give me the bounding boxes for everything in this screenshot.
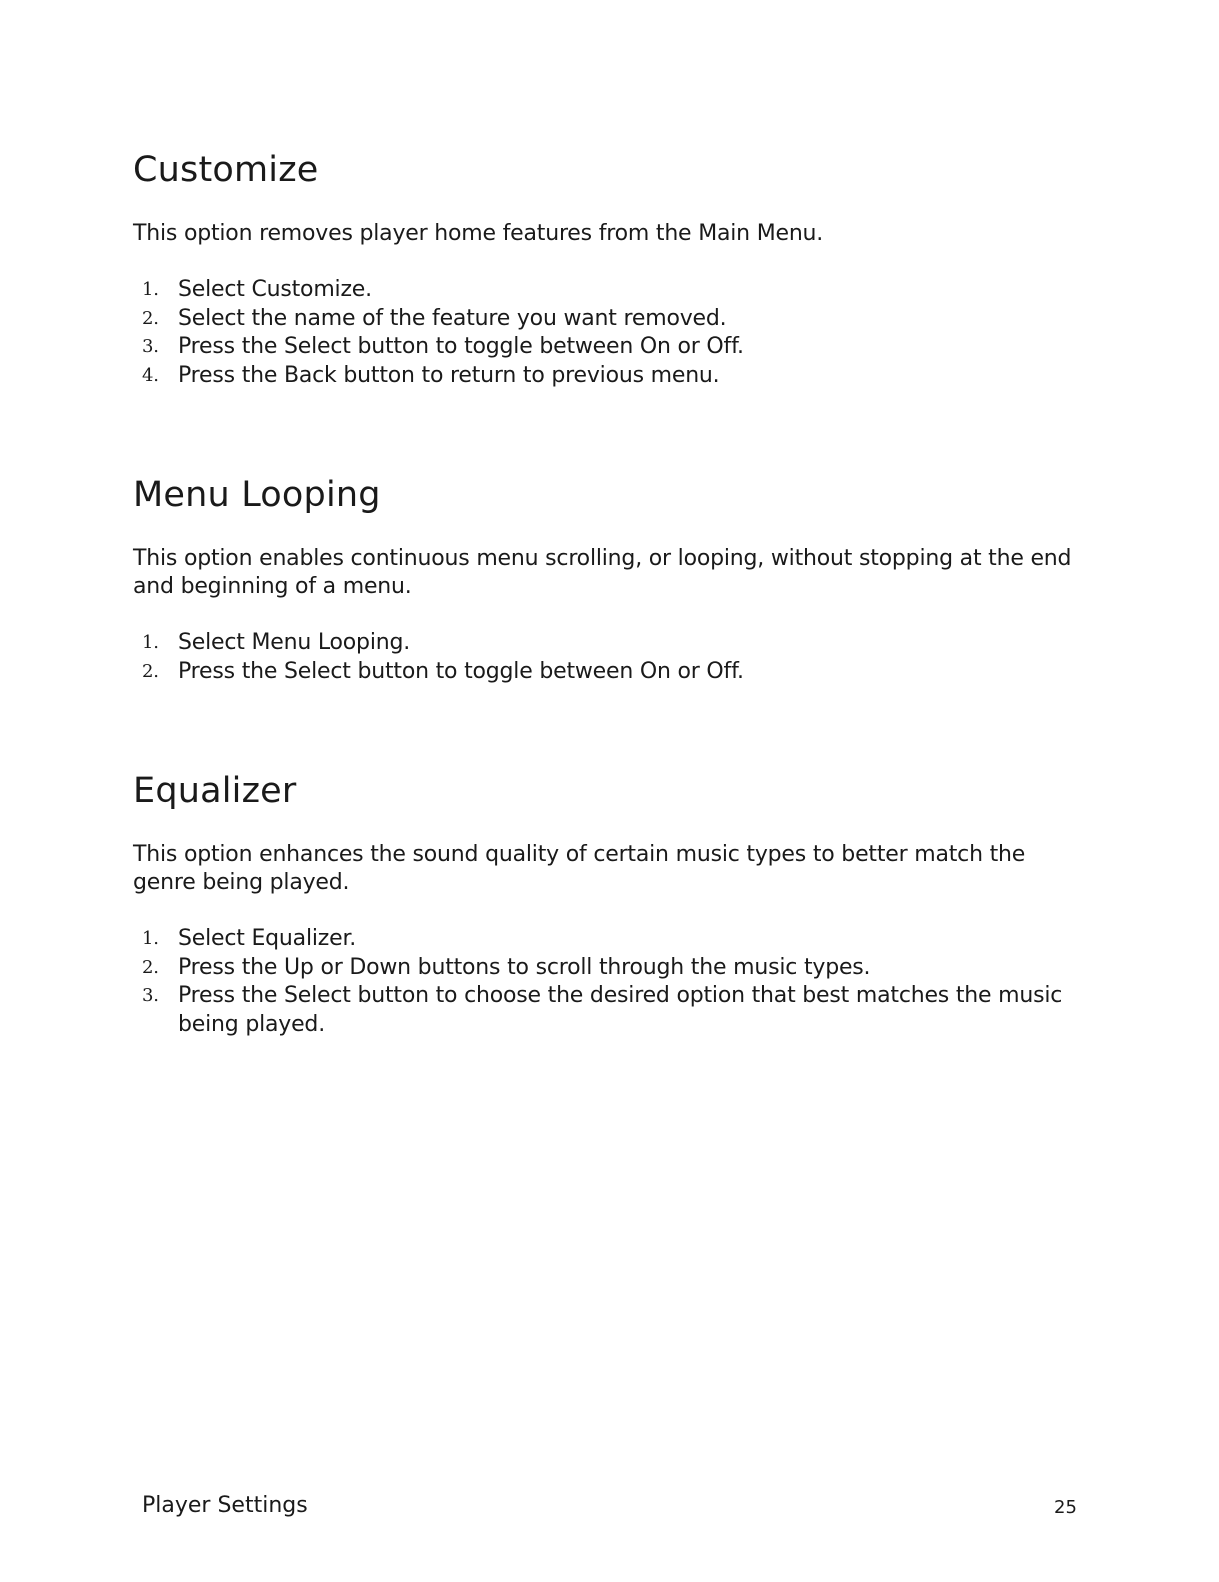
steps-list	[133, 629, 1093, 686]
step-number: 1.	[142, 928, 159, 949]
list-item	[133, 276, 1093, 305]
step-text: Press the Select button to toggle between On or Off.	[178, 334, 744, 360]
footer-section-label: Player Settings	[142, 1493, 308, 1518]
step-text: Press the Select button to choose the desired option that best matches the music being played.	[178, 983, 1063, 1038]
step-text: Press the Up or Down buttons to scroll through the music types.	[178, 954, 871, 980]
step-number: 4.	[142, 365, 159, 387]
list-item	[133, 658, 1093, 687]
steps-list	[133, 925, 1093, 1040]
list-item	[133, 362, 1093, 391]
step-number: 2.	[142, 660, 159, 682]
section-menu-looping	[133, 475, 1093, 686]
section-intro: This option removes player home features from the Main Menu.	[133, 221, 824, 246]
section-title: Customize	[133, 150, 319, 190]
section-equalizer	[133, 771, 1093, 1040]
section-intro: This option enables continuous menu scrolling, or looping, without stopping at the end and beginning of a menu.	[133, 546, 1072, 599]
step-number: 3.	[142, 336, 159, 358]
section-title: Equalizer	[133, 771, 297, 811]
section-customize	[133, 150, 1093, 391]
section-intro: This option enhances the sound quality of certain music types to better match the genre being played.	[133, 842, 1026, 895]
list-item	[133, 333, 1093, 362]
step-text: Select the name of the feature you want removed.	[178, 305, 727, 331]
list-item	[133, 954, 1093, 983]
footer-page-number: 25	[1054, 1497, 1077, 1518]
steps-list	[133, 276, 1093, 391]
step-text: Select Customize.	[178, 277, 372, 302]
step-number: 2.	[142, 956, 159, 978]
section-title: Menu Looping	[133, 475, 381, 515]
list-item	[133, 982, 1093, 1039]
step-text: Press the Select button to toggle between On or Off.	[178, 658, 744, 684]
step-text: Press the Back button to return to previous menu.	[178, 363, 720, 389]
step-number: 3.	[142, 985, 159, 1007]
step-text: Select Equalizer.	[178, 926, 357, 951]
step-text: Select Menu Looping.	[178, 630, 411, 655]
list-item	[133, 925, 1093, 954]
list-item	[133, 305, 1093, 334]
step-number: 2.	[142, 307, 159, 329]
step-number: 1.	[142, 279, 159, 300]
step-number: 1.	[142, 632, 159, 653]
list-item	[133, 629, 1093, 658]
